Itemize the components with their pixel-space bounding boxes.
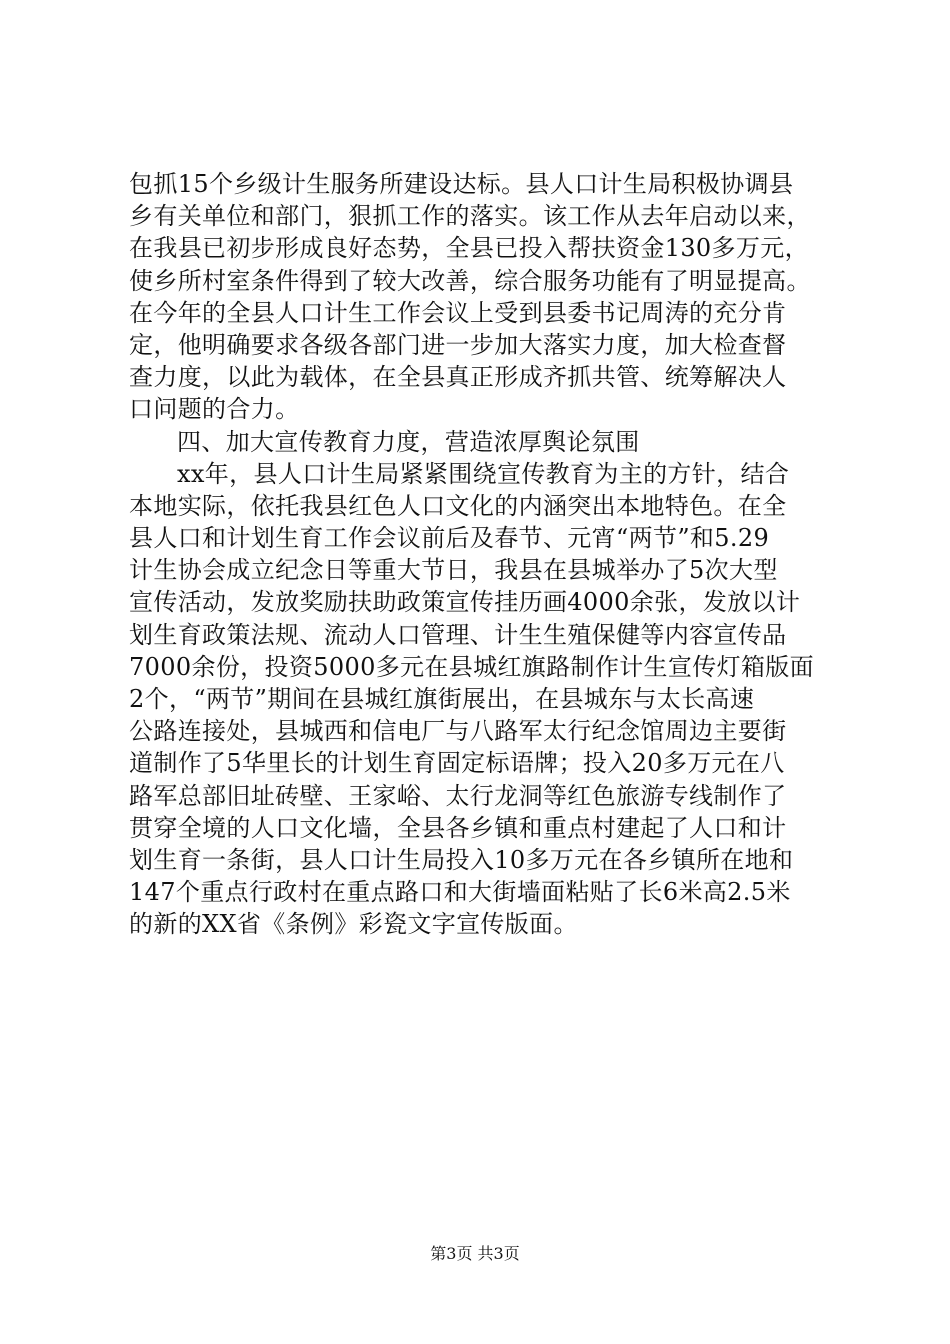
page-footer xyxy=(0,1244,950,1264)
text-line: 定，他明确要求各级各部门进一步加大落实力度，加大检查督 xyxy=(129,330,787,359)
text-line: 乡有关单位和部门，狠抓工作的落实。该工作从去年启动以来， xyxy=(129,202,811,231)
text-line: 宣传活动，发放奖励扶助政策宣传挂历画4000余张，发放以计 xyxy=(129,588,801,617)
text-line: 县人口和计划生育工作会议前后及春节、元宵“两节”和5.29 xyxy=(129,524,770,553)
text-line: 路军总部旧址砖壁、王家峪、太行龙洞等红色旅游专线制作了 xyxy=(129,781,787,810)
text-line: 公路连接处，县城西和信电厂与八路军太行纪念馆周边主要街 xyxy=(129,717,787,746)
text-line: 贯穿全境的人口文化墙，全县各乡镇和重点村建起了人口和计 xyxy=(129,813,787,842)
text-line: 口问题的合力。 xyxy=(129,395,300,424)
text-line: 本地实际，依托我县红色人口文化的内涵突出本地特色。在全 xyxy=(129,491,787,520)
text-line: xx年，县人口计生局紧紧围绕宣传教育为主的方针，结合 xyxy=(177,459,790,488)
text-line: 在我县已初步形成良好态势，全县已投入帮扶资金130多万元， xyxy=(129,234,809,263)
text-line: 划生育一条街，县人口计生局投入10多万元在各乡镇所在地和 xyxy=(129,845,794,874)
section-heading: 四、加大宣传教育力度，营造浓厚舆论氛围 xyxy=(177,427,640,456)
page-number: 第3页 共3页 xyxy=(430,1244,520,1263)
body-text xyxy=(129,168,829,941)
text-line: 147个重点行政村在重点路口和大街墙面粘贴了长6米高2.5米 xyxy=(129,878,791,907)
text-line: 7000余份，投资5000多元在县城红旗路制作计生宣传灯箱版面 xyxy=(129,652,815,681)
text-line: 使乡所村室条件得到了较大改善，综合服务功能有了明显提高。 xyxy=(129,266,811,295)
text-line: 的新的XX省《条例》彩瓷文字宣传版面。 xyxy=(129,910,578,939)
text-line: 划生育政策法规、流动人口管理、计生生殖保健等内容宣传品 xyxy=(129,620,787,649)
text-line: 计生协会成立纪念日等重大节日，我县在县城举办了5次大型 xyxy=(129,556,778,585)
text-line: 在今年的全县人口计生工作会议上受到县委书记周涛的充分肯 xyxy=(129,298,787,327)
text-line: 查力度，以此为载体，在全县真正形成齐抓共管、统筹解决人 xyxy=(129,363,787,392)
text-line: 包抓15个乡级计生服务所建设达标。县人口计生局积极协调县 xyxy=(129,170,794,198)
text-line: 2个，“两节”期间在县城红旗街展出，在县城东与太长高速 xyxy=(129,685,755,713)
text-line: 道制作了5华里长的计划生育固定标语牌；投入20多万元在八 xyxy=(129,749,785,778)
